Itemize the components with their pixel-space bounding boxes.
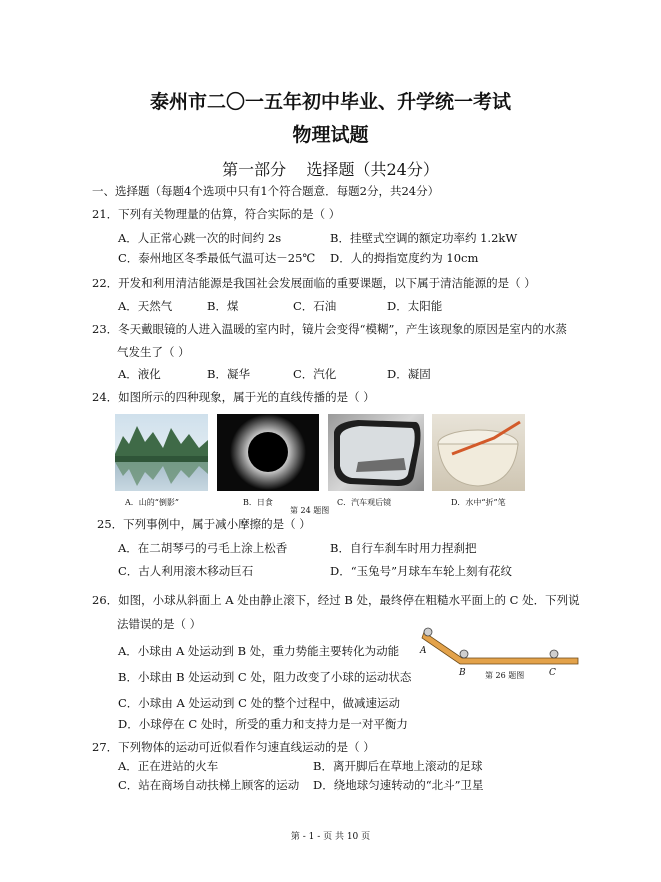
question-27-option-d: D．绕地球匀速转动的“北斗”卫星 (313, 778, 484, 792)
question-23-stem-cont: 气发生了（ ） (117, 345, 190, 359)
question-25-option-a: A．在二胡琴弓的弓毛上涂上松香 (118, 541, 288, 555)
question-23-stem: 23．冬天戴眼镜的人进入温暖的室内时，镜片会变得“模糊”，产生该现象的原因是室内的水蒸 (92, 322, 567, 336)
question-22-option-b: B．煤 (207, 299, 239, 313)
question-21-option-c: C．泰州地区冬季最低气温可达－25℃ (118, 251, 316, 265)
question-26-option-b: B．小球由 B 处运动到 C 处，阻力改变了小球的运动状态 (118, 670, 412, 684)
question-21-option-a: A．人正常心跳一次的时间约 2s (118, 231, 282, 245)
bent-pencil-drawing (432, 414, 525, 491)
page-footer: 第 - 1 - 页 共 10 页 (290, 832, 371, 842)
ball-at-b (460, 650, 468, 658)
caption-24-c: C．汽车观后镜 (337, 498, 392, 507)
question-22-stem: 22．开发和利用清洁能源是我国社会发展面临的重要课题，以下属于清洁能源的是（ ） (92, 276, 536, 290)
question-21-option-b: B．挂壁式空调的额定功率约 1.2kW (330, 231, 518, 245)
question-21-stem: 21．下列有关物理量的估算，符合实际的是（ ） (92, 207, 341, 221)
car-mirror-drawing (328, 414, 424, 491)
question-23-option-b: B．凝华 (207, 367, 250, 381)
question-27-option-c: C．站在商场自动扶梯上顾客的运动 (118, 778, 300, 792)
question-21-option-d: D．人的拇指宽度约为 10cm (330, 251, 479, 265)
part-heading: 第一部分 选择题（共24分） (222, 160, 439, 179)
question-22-option-c: C．石油 (293, 299, 337, 313)
figure-24-label: 第 24 题图 (290, 506, 330, 515)
caption-24-b: B．日食 (243, 498, 273, 507)
question-22-option-a: A．天然气 (118, 299, 173, 313)
question-26-stem-cont: 法错误的是（ ） (117, 617, 202, 631)
ball-at-c (550, 650, 558, 658)
question-23-option-a: A．液化 (118, 367, 161, 381)
question-23-option-c: C．汽化 (293, 367, 337, 381)
question-27-stem: 27．下列物体的运动可近似看作匀速直线运动的是（ ） (92, 740, 375, 754)
question-26-option-a: A．小球由 A 处运动到 B 处，重力势能主要转化为动能 (118, 644, 400, 658)
question-25-stem: 25．下列事例中，属于减小摩擦的是（ ） (97, 517, 311, 531)
photo-car-mirror (328, 414, 424, 491)
figure-26-label-a: A (420, 646, 427, 656)
figure-26-caption: 第 26 题图 (485, 671, 525, 680)
solar-eclipse-drawing (217, 414, 319, 491)
question-24-stem: 24．如图所示的四种现象，属于光的直线传播的是（ ） (92, 390, 375, 404)
instructions: 一、选择题（每题4个选项中只有1个符合题意．每题2分，共24分） (92, 184, 440, 198)
exam-title: 泰州市二〇一五年初中毕业、升学统一考试 (149, 91, 511, 113)
caption-24-a: A．山的“倒影” (125, 498, 179, 507)
figure-26-label-c: C (549, 668, 556, 678)
question-25-option-c: C．古人利用滚木移动巨石 (118, 564, 254, 578)
photo-mountain-reflection (115, 414, 208, 491)
photo-bent-pencil (432, 414, 525, 491)
mountain-reflection-drawing (115, 414, 208, 491)
question-25-option-b: B．自行车刹车时用力捏刹把 (330, 541, 477, 555)
photo-solar-eclipse (217, 414, 319, 491)
question-25-option-d: D．“玉兔号”月球车车轮上刻有花纹 (330, 564, 512, 578)
question-27-option-b: B．离开脚后在草地上滚动的足球 (313, 759, 483, 773)
question-26-option-d: D．小球停在 C 处时，所受的重力和支持力是一对平衡力 (118, 717, 408, 731)
question-22-option-d: D．太阳能 (387, 299, 443, 313)
ball-at-a (424, 628, 432, 636)
question-23-option-d: D．凝固 (387, 367, 431, 381)
question-27-option-a: A．正在进站的火车 (118, 759, 219, 773)
caption-24-d: D．水中“折”笔 (451, 498, 506, 507)
figure-26-label-b: B (459, 668, 466, 678)
exam-subtitle: 物理试题 (292, 124, 369, 146)
question-26-stem: 26．如图，小球从斜面上 A 处由静止滚下，经过 B 处，最终停在粗糙水平面上的 C 处．下列说 (92, 593, 580, 607)
question-26-option-c: C．小球由 A 处运动到 C 处的整个过程中，做减速运动 (118, 696, 401, 710)
